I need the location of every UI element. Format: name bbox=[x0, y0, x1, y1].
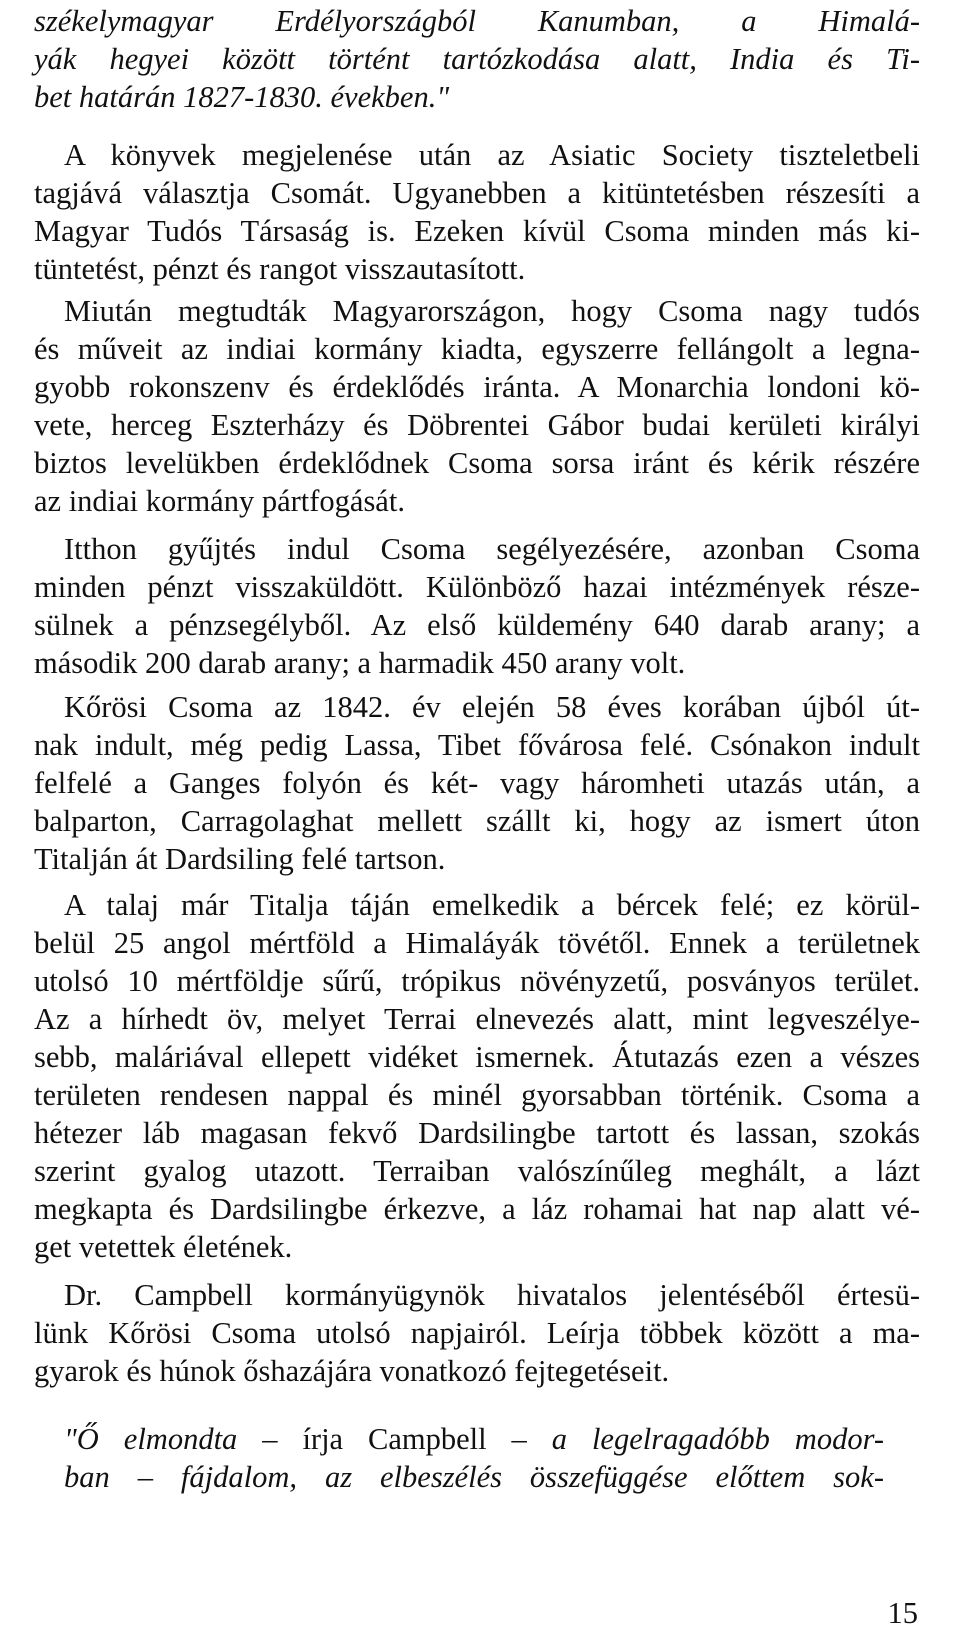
text-line: Magyar Tudós Társaság is. Ezeken kívül Csoma minden más ki- bbox=[34, 214, 920, 248]
text-line: hétezer láb magasan fekvő Dardsilingbe tartott és lassan, szokás bbox=[34, 1116, 920, 1150]
text-line: Miután megtudták Magyarországon, hogy Csoma nagy tudós bbox=[64, 294, 920, 328]
text-line: lünk Kőrösi Csoma utolsó napjairól. Leírja többek között a ma- bbox=[34, 1316, 920, 1350]
text-line: nak indult, még pedig Lassa, Tibet fővárosa felé. Csónakon indult bbox=[34, 728, 920, 762]
text-line: felfelé a Ganges folyón és két- vagy háromheti utazás után, a bbox=[34, 766, 920, 800]
text-line: gyobb rokonszenv és érdeklődés iránta. A Monarchia londoni kö- bbox=[34, 370, 920, 404]
text-line: tagjává választja Csomát. Ugyanebben a kitüntetésben részesíti a bbox=[34, 176, 920, 210]
quote-attribution: – írja Campbell – bbox=[237, 1422, 552, 1456]
text-line: get vetettek életének. bbox=[34, 1230, 293, 1264]
text-line: tüntetést, pénzt és rangot visszautasított. bbox=[34, 252, 526, 286]
text-line: Itthon gyűjtés indul Csoma segélyezésére, azonban Csoma bbox=[64, 532, 920, 566]
text-line: belül 25 angol mértföld a Himaláyák tövétől. Ennek a területnek bbox=[34, 926, 920, 960]
text-line: vete, herceg Eszterházy és Döbrentei Gábor budai kerületi királyi bbox=[34, 408, 920, 442]
quote-line: ban – fájdalom, az elbeszélés összefüggése előttem sok- bbox=[64, 1460, 884, 1494]
text-line: A könyvek megjelenése után az Asiatic Society tiszteletbeli bbox=[64, 138, 920, 172]
quote-text: a legelragadóbb modor- bbox=[551, 1422, 884, 1456]
text-line: sebb, maláriával ellepett vidéket ismernek. Átutazás ezen a vészes bbox=[34, 1040, 920, 1074]
text-line: területen rendesen nappal és minél gyorsabban történik. Csoma a bbox=[34, 1078, 920, 1112]
text-line: második 200 darab arany; a harmadik 450 arany volt. bbox=[34, 646, 686, 680]
text-line: megkapta és Dardsilingbe érkezve, a láz rohamai hat nap alatt vé- bbox=[34, 1192, 920, 1226]
text-line: Titalján át Dardsiling felé tartson. bbox=[34, 842, 446, 876]
text-line: és műveit az indiai kormány kiadta, egyszerre fellángolt a legna- bbox=[34, 332, 920, 366]
text-line: bet határán 1827-1830. években." bbox=[34, 80, 450, 114]
text-line: yák hegyei között történt tartózkodása alatt, India és Ti- bbox=[34, 42, 920, 76]
text-line: utolsó 10 mértföldje sűrű, trópikus növényzetű, posványos terület. bbox=[34, 964, 920, 998]
quote-text: "Ő elmondta bbox=[64, 1422, 238, 1456]
text-line: minden pénzt visszaküldött. Különböző hazai intézmények része- bbox=[34, 570, 920, 604]
text-line: A talaj már Titalja táján emelkedik a bércek felé; ez körül- bbox=[64, 888, 920, 922]
text-line: Az a hírhedt öv, melyet Terrai elnevezés alatt, mint legveszélye- bbox=[34, 1002, 920, 1036]
text-line: Dr. Campbell kormányügynök hivatalos jelentéséből értesü- bbox=[64, 1278, 920, 1312]
text-line: sülnek a pénzsegélyből. Az első küldemény 640 darab arany; a bbox=[34, 608, 920, 642]
text-line: biztos levelükben érdeklődnek Csoma sorsa iránt és kérik részére bbox=[34, 446, 920, 480]
text-line: székelymagyar Erdélyországból Kanumban, a Himalá- bbox=[34, 4, 920, 38]
quote-line bbox=[64, 1420, 884, 1458]
text-line: az indiai kormány pártfogását. bbox=[34, 484, 405, 518]
text-line: balparton, Carragolaghat mellett szállt ki, hogy az ismert úton bbox=[34, 804, 920, 838]
text-line: gyarok és húnok őshazájára vonatkozó fejtegetéseit. bbox=[34, 1354, 670, 1388]
text-line: Kőrösi Csoma az 1842. év elején 58 éves korában újból út- bbox=[64, 690, 920, 724]
page-number: 15 bbox=[887, 1596, 918, 1630]
text-line: szerint gyalog utazott. Terraiban valószínűleg meghált, a lázt bbox=[34, 1154, 920, 1188]
